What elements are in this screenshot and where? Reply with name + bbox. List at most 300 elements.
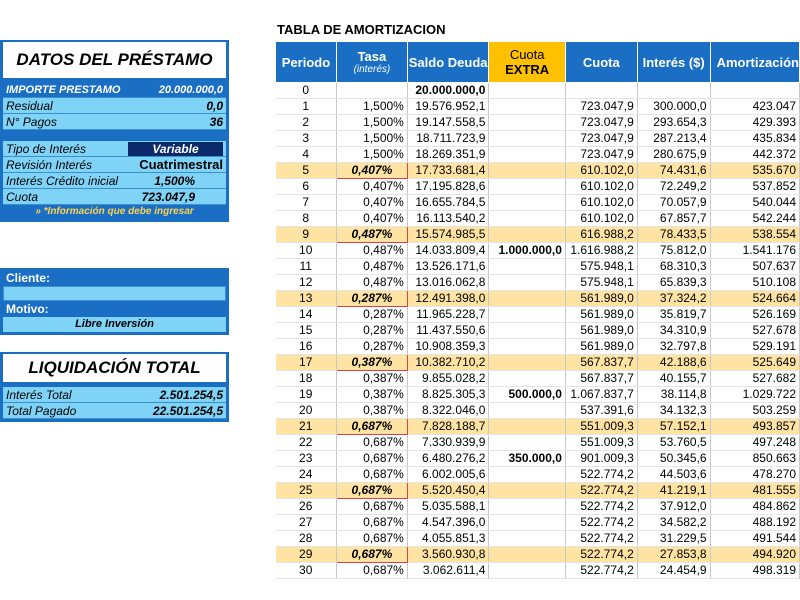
cell-tasa[interactable]: 0,687% <box>336 435 407 451</box>
cell-cuota-extra[interactable] <box>489 371 565 387</box>
cell-amortizacion[interactable]: 538.554 <box>710 227 799 243</box>
cell-amortizacion[interactable]: 478.270 <box>710 467 799 483</box>
cell-amortizacion[interactable]: 442.372 <box>710 147 799 163</box>
cell-tasa[interactable]: 1,500% <box>336 131 407 147</box>
cell-tasa[interactable]: 0,687% <box>336 515 407 531</box>
cell-cuota-extra[interactable] <box>489 515 565 531</box>
cell-periodo[interactable]: 6 <box>276 179 337 195</box>
col-header-tasa-label: Tasa <box>357 49 387 64</box>
cell-tasa[interactable]: 0,407% <box>336 195 407 211</box>
cell-cuota-extra[interactable] <box>489 227 565 243</box>
cell-saldo[interactable]: 13.016.062,8 <box>407 275 489 291</box>
table-row <box>276 307 800 323</box>
total-interest-row <box>3 387 226 403</box>
cell-interes[interactable]: 78.433,5 <box>637 227 710 243</box>
client-input[interactable] <box>3 286 226 301</box>
table-row <box>276 275 800 291</box>
cell-saldo[interactable]: 20.000.000,0 <box>407 83 489 99</box>
cell-periodo[interactable]: 28 <box>276 531 337 547</box>
cell-tasa[interactable]: 0,407% <box>336 179 407 195</box>
cell-interes[interactable]: 34.310,9 <box>637 323 710 339</box>
cell-periodo[interactable]: 1 <box>276 99 337 115</box>
total-interest-label: Interés Total <box>6 387 72 402</box>
cell-cuota-extra[interactable] <box>489 147 565 163</box>
cell-saldo[interactable]: 6.480.276,2 <box>407 451 489 467</box>
cell-amortizacion[interactable]: 488.192 <box>710 515 799 531</box>
cell-saldo[interactable]: 17.733.681,4 <box>407 163 489 179</box>
table-row <box>276 179 800 195</box>
cell-amortizacion[interactable]: 540.044 <box>710 195 799 211</box>
cell-amortizacion[interactable]: 435.834 <box>710 131 799 147</box>
cell-interes[interactable]: 42.188,6 <box>637 355 710 371</box>
cell-cuota-extra[interactable] <box>489 99 565 115</box>
cell-amortizacion[interactable]: 525.649 <box>710 355 799 371</box>
cell-interes[interactable]: 24.454,9 <box>637 563 710 579</box>
cell-cuota[interactable]: 723.047,9 <box>565 131 637 147</box>
total-paid-label: Total Pagado <box>6 403 77 418</box>
cell-cuota[interactable]: 522.774,2 <box>565 531 637 547</box>
cell-tasa[interactable]: 0,387% <box>336 403 407 419</box>
cell-cuota-extra[interactable] <box>489 419 565 435</box>
table-row <box>276 515 800 531</box>
cell-cuota-extra[interactable] <box>489 339 565 355</box>
cell-saldo[interactable]: 13.526.171,6 <box>407 259 489 275</box>
table-row <box>276 99 800 115</box>
cell-amortizacion[interactable]: 497.248 <box>710 435 799 451</box>
cell-cuota[interactable]: 616.988,2 <box>565 227 637 243</box>
cell-amortizacion[interactable]: 524.664 <box>710 291 799 307</box>
cell-cuota-extra[interactable] <box>489 531 565 547</box>
cell-cuota[interactable]: 723.047,9 <box>565 115 637 131</box>
cell-cuota-extra[interactable] <box>489 163 565 179</box>
col-header-interes[interactable]: Interés ($) <box>637 42 710 83</box>
cell-tasa[interactable]: 0,287% <box>336 307 407 323</box>
col-header-extra-line2: EXTRA <box>505 62 550 77</box>
cell-saldo[interactable]: 16.655.784,5 <box>407 195 489 211</box>
cell-amortizacion[interactable]: 1.029.722 <box>710 387 799 403</box>
cell-amortizacion[interactable]: 429.393 <box>710 115 799 131</box>
cell-cuota-extra[interactable] <box>489 83 565 99</box>
cell-periodo[interactable]: 3 <box>276 131 337 147</box>
cell-cuota[interactable]: 522.774,2 <box>565 483 637 499</box>
cell-saldo[interactable]: 5.035.588,1 <box>407 499 489 515</box>
cell-cuota-extra[interactable] <box>489 259 565 275</box>
cell-interes[interactable]: 37.912,0 <box>637 499 710 515</box>
cell-amortizacion[interactable]: 535.670 <box>710 163 799 179</box>
totals-title: LIQUIDACIÓN TOTAL <box>3 354 226 382</box>
table-row <box>276 291 800 307</box>
cell-cuota[interactable]: 610.102,0 <box>565 163 637 179</box>
cell-interes[interactable]: 68.310,3 <box>637 259 710 275</box>
initial-interest-label: Interés Crédito inicial <box>6 173 119 188</box>
cell-tasa[interactable]: 0,287% <box>336 323 407 339</box>
table-row <box>276 259 800 275</box>
client-panel <box>0 268 229 335</box>
cell-tasa[interactable]: 0,687% <box>336 531 407 547</box>
cell-tasa[interactable]: 1,500% <box>336 147 407 163</box>
cell-tasa[interactable]: 0,687% <box>336 563 407 579</box>
table-row <box>276 499 800 515</box>
cell-periodo[interactable]: 23 <box>276 451 337 467</box>
residual-label: Residual <box>6 98 53 113</box>
cell-interes[interactable]: 70.057,9 <box>637 195 710 211</box>
table-row <box>276 403 800 419</box>
cell-cuota-extra[interactable] <box>489 435 565 451</box>
input-note: » *Información que debe ingresar <box>3 205 226 219</box>
cell-periodo[interactable]: 26 <box>276 499 337 515</box>
cell-tasa[interactable]: 0,287% <box>336 291 407 307</box>
cell-tasa[interactable]: 0,487% <box>336 275 407 291</box>
cell-tasa[interactable]: 0,407% <box>336 211 407 227</box>
cell-cuota-extra[interactable]: 500.000,0 <box>489 387 565 403</box>
cell-cuota-extra[interactable] <box>489 275 565 291</box>
payments-row <box>3 114 226 130</box>
cell-periodo[interactable]: 30 <box>276 563 337 579</box>
cell-interes[interactable]: 280.675,9 <box>637 147 710 163</box>
interest-type-value[interactable]: Variable <box>128 142 223 156</box>
cell-interes[interactable]: 67.857,7 <box>637 211 710 227</box>
table-row <box>276 355 800 371</box>
cell-tasa[interactable]: 0,687% <box>336 467 407 483</box>
cell-interes[interactable]: 32.797,8 <box>637 339 710 355</box>
table-row <box>276 419 800 435</box>
cell-cuota[interactable]: 561.989,0 <box>565 323 637 339</box>
cell-cuota[interactable]: 610.102,0 <box>565 195 637 211</box>
cell-cuota-extra[interactable] <box>489 307 565 323</box>
cell-periodo[interactable]: 24 <box>276 467 337 483</box>
cell-cuota[interactable]: 522.774,2 <box>565 515 637 531</box>
table-row <box>276 83 800 99</box>
interest-revision-row <box>3 157 226 173</box>
initial-interest-row <box>3 173 226 189</box>
cell-interes[interactable]: 34.132,3 <box>637 403 710 419</box>
cell-saldo[interactable]: 4.055.851,3 <box>407 531 489 547</box>
cell-tasa[interactable]: 1,500% <box>336 115 407 131</box>
cell-saldo[interactable]: 18.269.351,9 <box>407 147 489 163</box>
col-header-amortizacion[interactable]: Amortización <box>710 42 799 83</box>
cell-cuota[interactable]: 610.102,0 <box>565 211 637 227</box>
cell-interes[interactable]: 300.000,0 <box>637 99 710 115</box>
table-row <box>276 243 800 259</box>
table-row <box>276 467 800 483</box>
cell-periodo[interactable]: 8 <box>276 211 337 227</box>
cell-amortizacion[interactable]: 491.544 <box>710 531 799 547</box>
cell-amortizacion[interactable]: 498.319 <box>710 563 799 579</box>
cell-cuota[interactable]: 723.047,9 <box>565 147 637 163</box>
table-row <box>276 163 800 179</box>
cell-saldo[interactable]: 12.491.398,0 <box>407 291 489 307</box>
cell-periodo[interactable]: 19 <box>276 387 337 403</box>
cell-cuota-extra[interactable]: 1.000.000,0 <box>489 243 565 259</box>
cell-interes[interactable]: 75.812,0 <box>637 243 710 259</box>
cell-tasa[interactable]: 0,287% <box>336 339 407 355</box>
cell-interes[interactable]: 35.819,7 <box>637 307 710 323</box>
cell-interes[interactable]: 293.654,3 <box>637 115 710 131</box>
payments-label: N° Pagos <box>6 114 57 129</box>
table-row <box>276 435 800 451</box>
cell-cuota[interactable]: 1.067.837,7 <box>565 387 637 403</box>
cell-saldo[interactable]: 5.520.450,4 <box>407 483 489 499</box>
cell-amortizacion[interactable]: 542.244 <box>710 211 799 227</box>
cell-cuota[interactable]: 561.989,0 <box>565 307 637 323</box>
cell-interes[interactable]: 40.155,7 <box>637 371 710 387</box>
table-row <box>276 371 800 387</box>
cell-amortizacion[interactable]: 850.663 <box>710 451 799 467</box>
cell-amortizacion[interactable]: 527.682 <box>710 371 799 387</box>
cell-saldo[interactable]: 15.574.985,5 <box>407 227 489 243</box>
cell-saldo[interactable]: 10.382.710,2 <box>407 355 489 371</box>
loan-data-title: DATOS DEL PRÉSTAMO <box>3 42 226 78</box>
cell-saldo[interactable]: 3.560.930,8 <box>407 547 489 563</box>
cell-cuota-extra[interactable] <box>489 179 565 195</box>
cell-cuota[interactable]: 522.774,2 <box>565 563 637 579</box>
installment-label: Cuota <box>6 189 39 204</box>
col-header-extra[interactable] <box>489 42 565 83</box>
payments-value[interactable]: 36 <box>209 114 223 129</box>
table-body <box>276 83 800 579</box>
cell-saldo[interactable]: 14.033.809,4 <box>407 243 489 259</box>
cell-cuota[interactable]: 522.774,2 <box>565 467 637 483</box>
cell-amortizacion[interactable]: 503.259 <box>710 403 799 419</box>
cell-cuota[interactable]: 561.989,0 <box>565 339 637 355</box>
loan-amount-value[interactable]: 20.000.000,0 <box>158 83 223 96</box>
residual-value[interactable]: 0,0 <box>206 98 223 113</box>
cell-cuota-extra[interactable] <box>489 291 565 307</box>
cell-periodo[interactable]: 16 <box>276 339 337 355</box>
cell-interes[interactable]: 65.839,3 <box>637 275 710 291</box>
cell-interes[interactable]: 72.249,2 <box>637 179 710 195</box>
cell-periodo[interactable]: 21 <box>276 419 337 435</box>
cell-interes[interactable]: 44.503,6 <box>637 467 710 483</box>
cell-cuota[interactable]: 723.047,9 <box>565 99 637 115</box>
cell-periodo[interactable]: 7 <box>276 195 337 211</box>
cell-periodo[interactable]: 11 <box>276 259 337 275</box>
cell-periodo[interactable]: 29 <box>276 547 337 563</box>
table-row <box>276 451 800 467</box>
cell-cuota[interactable] <box>565 83 637 99</box>
cell-saldo[interactable]: 4.547.396,0 <box>407 515 489 531</box>
interest-revision-value[interactable]: Cuatrimestral <box>139 157 223 172</box>
cell-tasa[interactable]: 0,487% <box>336 259 407 275</box>
cell-tasa[interactable]: 0,687% <box>336 499 407 515</box>
cell-interes[interactable]: 287.213,4 <box>637 131 710 147</box>
cell-amortizacion[interactable]: 526.169 <box>710 307 799 323</box>
cell-tasa[interactable] <box>336 83 407 99</box>
cell-periodo[interactable]: 10 <box>276 243 337 259</box>
cell-periodo[interactable]: 9 <box>276 227 337 243</box>
cell-periodo[interactable]: 15 <box>276 323 337 339</box>
cell-amortizacion[interactable]: 507.637 <box>710 259 799 275</box>
cell-amortizacion[interactable]: 527.678 <box>710 323 799 339</box>
cell-periodo[interactable]: 18 <box>276 371 337 387</box>
cell-interes[interactable]: 74.431,6 <box>637 163 710 179</box>
cell-cuota[interactable]: 522.774,2 <box>565 499 637 515</box>
col-header-saldo[interactable]: Saldo Deuda <box>407 42 489 83</box>
cell-amortizacion[interactable]: 494.920 <box>710 547 799 563</box>
cell-saldo[interactable]: 19.576.952,1 <box>407 99 489 115</box>
cell-cuota[interactable]: 610.102,0 <box>565 179 637 195</box>
cell-periodo[interactable]: 4 <box>276 147 337 163</box>
cell-tasa[interactable]: 0,487% <box>336 227 407 243</box>
table-row <box>276 563 800 579</box>
cell-amortizacion[interactable]: 537.852 <box>710 179 799 195</box>
cell-saldo[interactable]: 7.828.188,7 <box>407 419 489 435</box>
cell-tasa[interactable]: 0,687% <box>336 547 407 563</box>
cell-tasa[interactable]: 0,687% <box>336 451 407 467</box>
cell-amortizacion[interactable]: 510.108 <box>710 275 799 291</box>
cell-cuota-extra[interactable] <box>489 499 565 515</box>
cell-cuota[interactable]: 1.616.988,2 <box>565 243 637 259</box>
cell-cuota[interactable]: 537.391,6 <box>565 403 637 419</box>
table-header-row <box>276 42 800 83</box>
cell-amortizacion[interactable]: 529.191 <box>710 339 799 355</box>
cell-saldo[interactable]: 16.113.540,2 <box>407 211 489 227</box>
col-header-extra-line1: Cuota <box>509 47 545 62</box>
totals-panel <box>0 352 229 422</box>
cell-saldo[interactable]: 9.855.028,2 <box>407 371 489 387</box>
table-row <box>276 147 800 163</box>
cell-cuota-extra[interactable] <box>489 323 565 339</box>
table-row <box>276 483 800 499</box>
cell-saldo[interactable]: 18.711.723,9 <box>407 131 489 147</box>
cell-cuota-extra[interactable] <box>489 547 565 563</box>
cell-saldo[interactable]: 10.908.359,3 <box>407 339 489 355</box>
installment-row <box>3 189 226 205</box>
cell-cuota[interactable]: 561.989,0 <box>565 291 637 307</box>
cell-cuota-extra[interactable] <box>489 115 565 131</box>
cell-saldo[interactable]: 17.195.828,6 <box>407 179 489 195</box>
total-interest-value: 2.501.254,5 <box>159 387 223 402</box>
cell-interes[interactable]: 37.324,2 <box>637 291 710 307</box>
cell-periodo[interactable]: 5 <box>276 163 337 179</box>
table-row <box>276 195 800 211</box>
cell-cuota[interactable]: 575.948,1 <box>565 259 637 275</box>
initial-interest-value[interactable]: 1,500% <box>154 173 195 188</box>
residual-row <box>3 98 226 114</box>
cell-amortizacion[interactable]: 493.857 <box>710 419 799 435</box>
table-row <box>276 227 800 243</box>
cell-saldo[interactable]: 19.147.558,5 <box>407 115 489 131</box>
interest-type-label: Tipo de Interés <box>6 141 86 156</box>
cell-interes[interactable]: 38.114,8 <box>637 387 710 403</box>
cell-interes[interactable]: 53.760,5 <box>637 435 710 451</box>
cell-cuota-extra[interactable] <box>489 467 565 483</box>
cell-saldo[interactable]: 7.330.939,9 <box>407 435 489 451</box>
table-title: TABLA DE AMORTIZACION <box>277 22 446 37</box>
cell-periodo[interactable]: 22 <box>276 435 337 451</box>
cell-saldo[interactable]: 11.965.228,7 <box>407 307 489 323</box>
table-row <box>276 339 800 355</box>
cell-saldo[interactable]: 8.825.305,3 <box>407 387 489 403</box>
table-row <box>276 387 800 403</box>
cell-periodo[interactable]: 27 <box>276 515 337 531</box>
cell-cuota[interactable]: 551.009,3 <box>565 435 637 451</box>
cell-periodo[interactable]: 13 <box>276 291 337 307</box>
total-paid-value: 22.501.254,5 <box>152 403 223 418</box>
cell-tasa[interactable]: 0,687% <box>336 419 407 435</box>
cell-cuota[interactable]: 522.774,2 <box>565 547 637 563</box>
cell-tasa[interactable]: 0,387% <box>336 355 407 371</box>
loan-data-panel <box>0 40 229 222</box>
client-label: Cliente: <box>6 271 51 285</box>
cell-amortizacion[interactable]: 423.047 <box>710 99 799 115</box>
cell-cuota-extra[interactable] <box>489 563 565 579</box>
cell-cuota-extra[interactable] <box>489 483 565 499</box>
cell-saldo[interactable]: 11.437.550,6 <box>407 323 489 339</box>
cell-interes[interactable]: 27.853,8 <box>637 547 710 563</box>
table-row <box>276 211 800 227</box>
cell-periodo[interactable]: 0 <box>276 83 337 99</box>
cell-periodo[interactable]: 2 <box>276 115 337 131</box>
cell-periodo[interactable]: 17 <box>276 355 337 371</box>
cell-interes[interactable]: 34.582,2 <box>637 515 710 531</box>
cell-interes[interactable]: 31.229,5 <box>637 531 710 547</box>
cell-cuota-extra[interactable] <box>489 211 565 227</box>
divider <box>3 130 226 141</box>
cell-amortizacion[interactable]: 1.541.176 <box>710 243 799 259</box>
motive-label: Motivo: <box>6 302 49 316</box>
table-row <box>276 115 800 131</box>
cell-periodo[interactable]: 25 <box>276 483 337 499</box>
motive-value[interactable]: Libre Inversión <box>3 317 226 332</box>
table-row <box>276 323 800 339</box>
col-header-tasa[interactable] <box>336 42 407 83</box>
table-row <box>276 131 800 147</box>
cell-cuota[interactable]: 567.837,7 <box>565 371 637 387</box>
cell-periodo[interactable]: 20 <box>276 403 337 419</box>
cell-saldo[interactable]: 6.002.005,6 <box>407 467 489 483</box>
table-row <box>276 531 800 547</box>
cell-tasa[interactable]: 1,500% <box>336 99 407 115</box>
cell-tasa[interactable]: 0,387% <box>336 387 407 403</box>
cell-interes[interactable]: 57.152,1 <box>637 419 710 435</box>
cell-periodo[interactable]: 14 <box>276 307 337 323</box>
interest-revision-label: Revisión Interés <box>6 157 93 172</box>
amortization-table <box>275 41 800 579</box>
col-header-tasa-sub: (interés) <box>353 64 391 75</box>
col-header-cuota[interactable]: Cuota <box>565 42 637 83</box>
col-header-periodo[interactable]: Periodo <box>276 42 337 83</box>
installment-value: 723.047,9 <box>141 189 195 204</box>
cell-amortizacion[interactable]: 484.862 <box>710 499 799 515</box>
cell-periodo[interactable]: 12 <box>276 275 337 291</box>
interest-type-row <box>3 141 226 157</box>
cell-cuota-extra[interactable] <box>489 131 565 147</box>
cell-cuota-extra[interactable] <box>489 403 565 419</box>
loan-amount-label: IMPORTE PRESTAMO <box>6 83 121 96</box>
cell-interes[interactable] <box>637 83 710 99</box>
cell-cuota-extra[interactable]: 350.000,0 <box>489 451 565 467</box>
cell-amortizacion[interactable] <box>710 83 799 99</box>
cell-tasa[interactable]: 0,487% <box>336 243 407 259</box>
cell-interes[interactable]: 50.345,6 <box>637 451 710 467</box>
cell-tasa[interactable]: 0,687% <box>336 483 407 499</box>
cell-cuota[interactable]: 551.009,3 <box>565 419 637 435</box>
cell-amortizacion[interactable]: 481.555 <box>710 483 799 499</box>
cell-cuota[interactable]: 567.837,7 <box>565 355 637 371</box>
cell-tasa[interactable]: 0,387% <box>336 371 407 387</box>
cell-cuota[interactable]: 575.948,1 <box>565 275 637 291</box>
cell-saldo[interactable]: 3.062.611,4 <box>407 563 489 579</box>
cell-cuota[interactable]: 901.009,3 <box>565 451 637 467</box>
cell-cuota-extra[interactable] <box>489 195 565 211</box>
table-row <box>276 547 800 563</box>
cell-saldo[interactable]: 8.322.046,0 <box>407 403 489 419</box>
cell-interes[interactable]: 41.219,1 <box>637 483 710 499</box>
cell-tasa[interactable]: 0,407% <box>336 163 407 179</box>
loan-amount-row <box>3 82 226 98</box>
cell-cuota-extra[interactable] <box>489 355 565 371</box>
